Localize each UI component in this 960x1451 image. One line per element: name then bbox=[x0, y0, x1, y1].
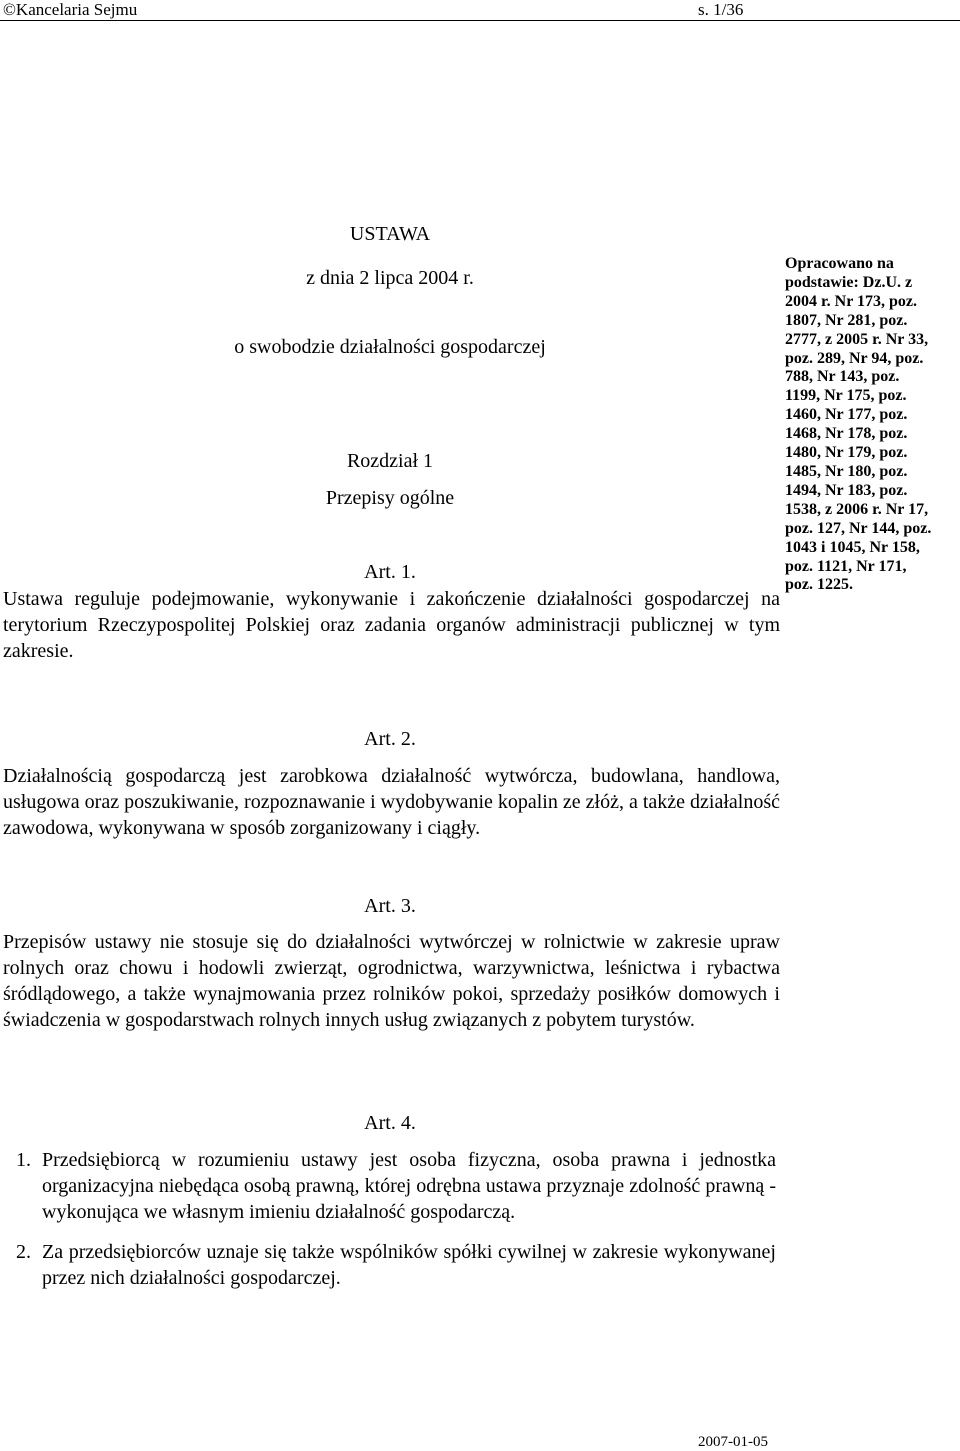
source-note-line: 1485, Nr 180, poz. bbox=[785, 462, 908, 480]
article-heading: Art. 3. bbox=[364, 895, 416, 917]
list-item bbox=[16, 1147, 776, 1225]
article-3-body: Przepisów ustawy nie stosuje się do działalności wytwórczej w rolnictwie w zakresie upraw rolnych oraz chowu i hodowli zwierząt, ogrodnictwa, warzywnictwa, leśnictwa i rybactwa śródlądowego, a także wynajmowania przez rolników pokoi, sprzedaży posiłków domowych i świadczenia w gospodarstwach rolnych innych usług związanych z pobytem turystów. bbox=[3, 931, 780, 1031]
header-divider bbox=[0, 20, 960, 21]
source-note-line: 1468, Nr 178, poz. bbox=[785, 425, 908, 443]
list-item bbox=[16, 1239, 776, 1291]
article-text bbox=[3, 570, 780, 664]
source-note-line: poz. 1225. bbox=[785, 576, 853, 594]
page-number: s. 1/36 bbox=[698, 0, 744, 19]
source-note bbox=[785, 255, 960, 595]
act-type-heading: USTAWA bbox=[349, 223, 431, 245]
source-note-line: 2777, z 2005 r. Nr 33, bbox=[785, 330, 929, 348]
article-2-body: Działalnością gospodarczą jest zarobkowa działalność wytwórcza, budowlana, handlowa, usługowa oraz poszukiwanie, rozpoznawanie i wydobywanie kopalin ze złóż, a także działalność zawodowa, wykonywana w sposób zorganizowany i ciągły. bbox=[3, 765, 780, 839]
source-note-line: 1199, Nr 175, poz. bbox=[785, 387, 907, 405]
source-note-line: poz. 289, Nr 94, poz. bbox=[785, 349, 924, 367]
article-4-list bbox=[16, 1147, 776, 1305]
source-note-line: podstawie: Dz.U. z bbox=[785, 273, 913, 291]
chapter-number: Rozdział 1 bbox=[346, 450, 434, 472]
source-note-line: 788, Nr 143, poz. bbox=[785, 368, 900, 386]
chapter-name: Przepisy ogólne bbox=[325, 487, 455, 509]
header-copyright: ©Kancelaria Sejmu bbox=[3, 0, 138, 19]
article-1-body: Ustawa reguluje podejmowanie, wykonywanie i zakończenie działalności gospodarczej na terytorium Rzeczypospolitej Polskiej oraz zadania organów administracji publicznej w tym zakresie. bbox=[3, 588, 780, 662]
source-note-line: 1538, z 2006 r. Nr 17, bbox=[785, 500, 929, 518]
list-item-number: 1. bbox=[16, 1149, 31, 1171]
article-heading: Art. 4. bbox=[364, 1112, 416, 1134]
article-heading: Art. 1. bbox=[364, 561, 416, 583]
source-note-line: 2004 r. Nr 173, poz. bbox=[785, 292, 917, 310]
act-date: z dnia 2 lipca 2004 r. bbox=[306, 267, 474, 289]
source-note-line: 1807, Nr 281, poz. bbox=[785, 311, 908, 329]
act-subject: o swobodzie działalności gospodarczej bbox=[234, 336, 546, 358]
list-item-text: Przedsiębiorcą w rozumieniu ustawy jest osoba fizyczna, osoba prawna i jednostka organizacyjna niebędąca osobą prawną, której odrębna ustawa przyznaje zdolność prawną - wykonująca we własnym imieniu działalność gospodarczą. bbox=[42, 1149, 776, 1223]
footer-date: 2007-01-05 bbox=[698, 1434, 768, 1450]
source-note-line: 1043 i 1045, Nr 158, bbox=[785, 538, 920, 556]
article-heading: Art. 2. bbox=[364, 728, 416, 750]
source-note-line: poz. 1121, Nr 171, bbox=[785, 557, 907, 575]
source-note-line: 1460, Nr 177, poz. bbox=[785, 406, 908, 424]
source-note-line: Opracowano na bbox=[785, 255, 894, 272]
source-note-line: poz. 127, Nr 144, poz. bbox=[785, 519, 932, 537]
list-item-number: 2. bbox=[16, 1241, 31, 1263]
list-item-text: Za przedsiębiorców uznaje się także wspólników spółki cywilnej w zakresie wykonywanej przez nich działalności gospodarczej. bbox=[42, 1241, 776, 1289]
source-note-line: 1494, Nr 183, poz. bbox=[785, 481, 908, 499]
source-note-line: 1480, Nr 179, poz. bbox=[785, 444, 908, 462]
